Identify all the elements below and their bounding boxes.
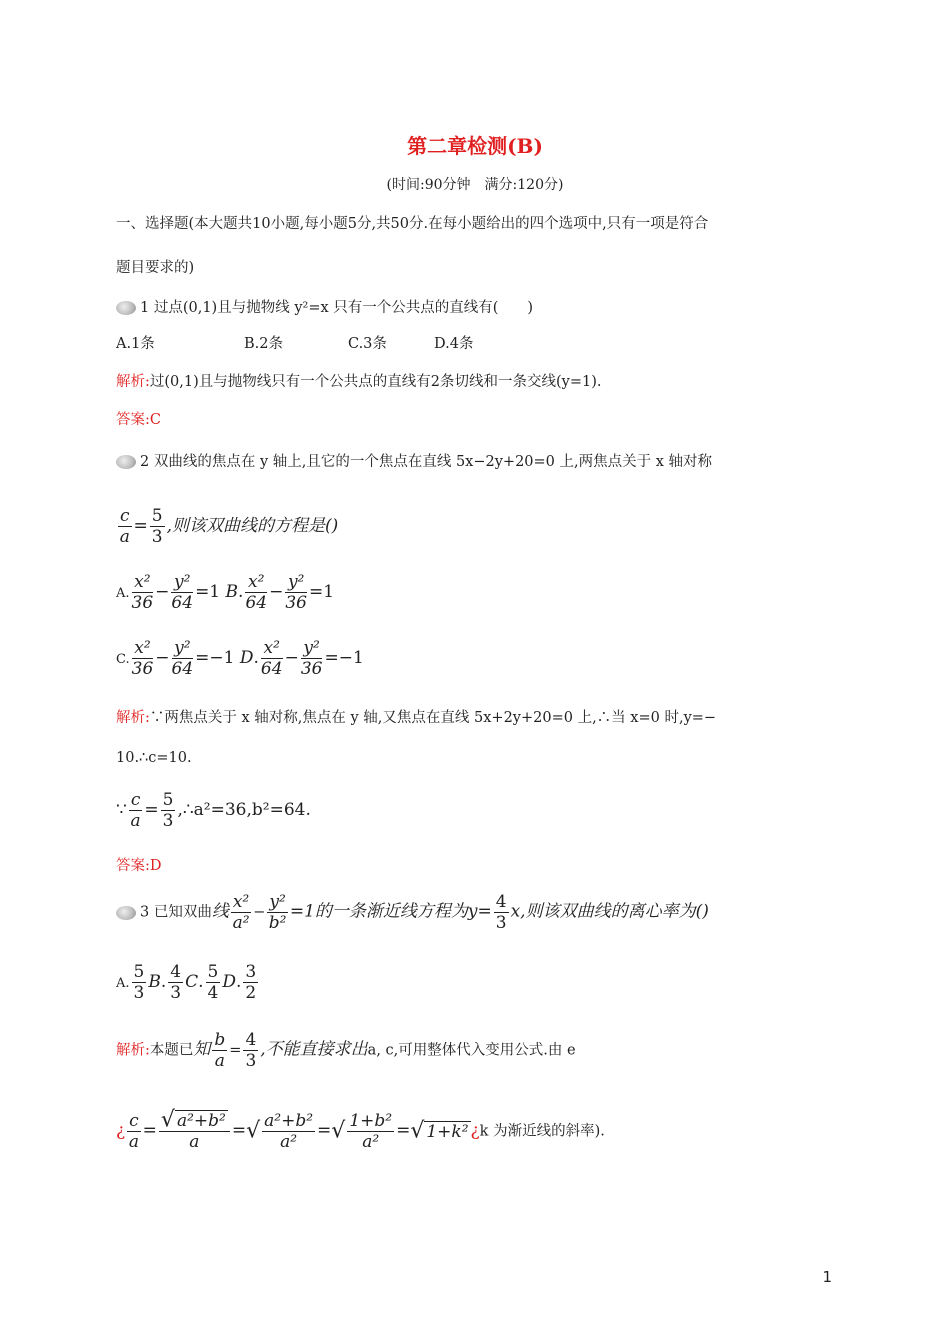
question-2-text-2: ,则该双曲线的方程是() (166, 516, 339, 536)
question-marker-icon (116, 455, 136, 469)
question-2-answer: 答案:D (116, 858, 162, 874)
question-3-analysis: 解析:本题已知 $\frac{b}{a}$ = $\frac{4}{3}$ ,不能直接求出a, c,可用整体代入变用公式.由 e (116, 1030, 576, 1071)
section-instruction-cont: 题目要求的) (116, 260, 195, 276)
section-instruction: 一、选择题(本大题共10小题,每小题5分,共50分.在每小题给出的四个选项中,只有一项是符合 (116, 216, 709, 232)
analysis-text: 过(0,1)且与抛物线只有一个公共点的直线有2条切线和一条交线(y=1). (149, 374, 602, 390)
option-c: C.3条 (348, 336, 387, 352)
question-3-text: 3 已知双曲 (140, 904, 212, 921)
analysis-text: ∵两焦点关于 x 轴对称,焦点在 y 轴,又焦点在直线 5x+2y+20=0 上,∴当 x=0 时,y=− (149, 710, 717, 726)
analysis-text-3: ,∴a²=36,b²=64. (177, 800, 311, 820)
question-1-analysis (116, 370, 601, 391)
analysis-label: 解析: (116, 1042, 150, 1059)
question-1 (116, 296, 533, 317)
question-2-options-cd: C. $\frac{\text{x²}}{36}$ − $\frac{\text{y²}}{64}$ =−1 D. $\frac{\text{x²}}{64}$ − $\frac{\text{y²}}{36}$ =−1 (116, 638, 364, 679)
option-b: B.2条 (244, 336, 283, 352)
question-1-answer: 答案:C (116, 412, 161, 428)
option-d: D.4条 (434, 336, 474, 352)
page-number: 1 (822, 1268, 832, 1286)
question-2-analysis-2: 10.∴c=10. (116, 750, 192, 766)
question-1-text: 1 过点(0,1)且与抛物线 y²=x 只有一个公共点的直线有( ) (140, 300, 534, 316)
question-marker-icon (116, 906, 136, 920)
question-2-analysis-3: ∵ $\frac{c}{a}$ = $\frac{5}{3}$ ,∴a²=36,b²=64. (116, 790, 311, 831)
question-3-options: A. $\frac{5}{3}$ B. $\frac{4}{3}$ C. $\frac{5}{4}$ D. $\frac{3}{2}$ (116, 962, 257, 1003)
question-2-analysis (116, 706, 716, 727)
question-3: 3 已知双曲线 $\frac{\text{x²}}{\text{a²}}$ − $\frac{\text{y²}}{\text{b²}}$ =1的一条渐近线方程为y= $\frac{4}{3}$ x,则该双曲线的离心率为() (116, 892, 709, 933)
question-3-formula: ¿ $\frac{c}{a}$ = $\frac{\text{√ a²+b²}}{a}$ =√ $\frac{\text{a²+b²}}{\text{a²}}$ =√ $\frac{\text{1+b²}}{\text{a²}}$ =√ 1+k² ¿k 为渐近线的斜率). (116, 1107, 605, 1152)
page-subtitle: (时间:90分钟 满分:120分) (386, 177, 564, 193)
option-a: A.1条 (116, 336, 155, 352)
question-2-condition: $\frac{c}{a}$ = $\frac{5}{3}$ ,则该双曲线的方程是() (119, 506, 339, 547)
question-1-options (116, 332, 473, 353)
question-2-options-ab: A. $\frac{\text{x²}}{36}$ − $\frac{\text{y²}}{64}$ =1 B. $\frac{\text{x²}}{64}$ − $\frac{\text{y²}}{36}$ =1 (116, 572, 335, 613)
question-2-text: 2 双曲线的焦点在 y 轴上,且它的一个焦点在直线 5x−2y+20=0 上,两焦点关于 x 轴对称 (140, 454, 713, 470)
question-marker-icon (116, 301, 136, 315)
analysis-label: 解析: (116, 374, 150, 390)
analysis-label: 解析: (116, 710, 150, 726)
page-title: 第二章检测(B) (407, 134, 543, 158)
question-2 (116, 450, 712, 471)
